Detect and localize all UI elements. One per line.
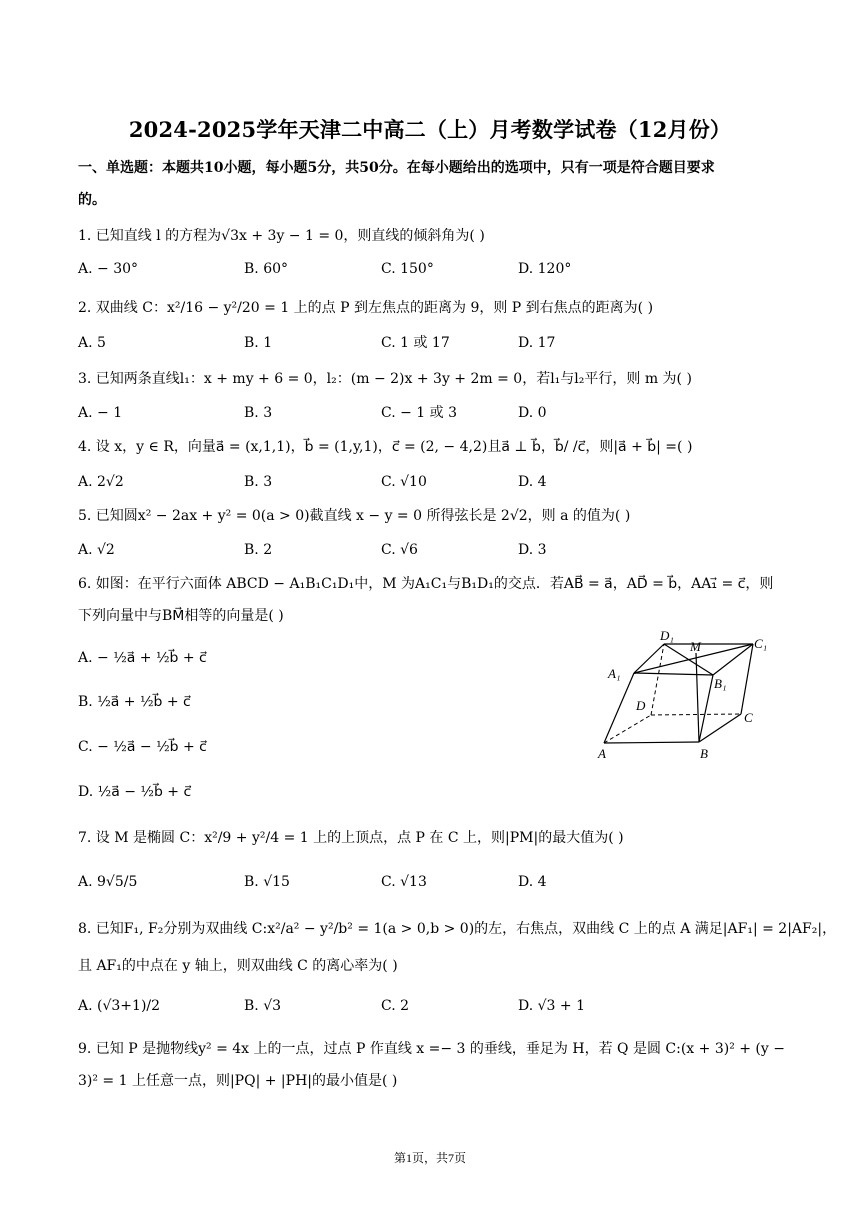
q6-option-d: D. ½a⃗ − ½b⃗ + c⃗ [78, 784, 192, 800]
q1-option-a: A. − 30° [78, 261, 139, 277]
q4-option-a: A. 2√2 [78, 474, 124, 490]
q4-option-c: C. √10 [381, 474, 427, 490]
q8-option-b: B. √3 [244, 998, 282, 1014]
q3-option-c: C. − 1 或 3 [381, 405, 458, 421]
label-d: D [636, 698, 646, 713]
question-6-cont: 下列向量中与BM⃗相等的向量是( ) [78, 608, 284, 624]
exam-title: 2024-2025学年天津二中高二（上）月考数学试卷（12月份） [128, 117, 732, 142]
q5-option-d: D. 3 [518, 542, 547, 558]
label-c1: C₁ [754, 636, 768, 651]
q3-option-a: A. − 1 [78, 405, 123, 421]
q5-option-c: C. √6 [381, 542, 418, 558]
label-m: M [690, 639, 701, 654]
q8-option-d: D. √3 + 1 [518, 998, 585, 1014]
question-6: 6. 如图：在平行六面体 ABCD − A₁B₁C₁D₁中，M 为A₁C₁与B₁D₁的交点．若AB⃗ = a⃗，AD⃗ = b⃗，AA₁⃗ = c⃗，则 [78, 576, 774, 592]
q6-option-c: C. − ½a⃗ − ½b⃗ + c⃗ [78, 739, 207, 755]
q2-option-d: D. 17 [518, 335, 556, 351]
question-2: 2. 双曲线 C：x²/16 − y²/20 = 1 上的点 P 到左焦点的距离为 9，则 P 到右焦点的距离为( ) [78, 300, 654, 316]
question-9-cont: 3)² = 1 上任意一点，则|PQ| + |PH|的最小值是( ) [78, 1073, 398, 1089]
parallelepiped-figure [596, 628, 786, 763]
q6-option-b: B. ½a⃗ + ½b⃗ + c⃗ [78, 694, 191, 710]
q7-option-b: B. √15 [244, 874, 290, 890]
q4-option-b: B. 3 [244, 474, 273, 490]
q3-option-d: D. 0 [518, 405, 547, 421]
question-7: 7. 设 M 是椭圆 C：x²/9 + y²/4 = 1 上的上顶点，点 P 在 C 上，则|PM|的最大值为( ) [78, 830, 624, 846]
q5-option-a: A. √2 [78, 542, 115, 558]
q1-option-d: D. 120° [518, 261, 572, 277]
page-footer: 第1页，共7页 [393, 1151, 466, 1165]
q7-option-a: A. 9√5/5 [78, 874, 138, 890]
q1-option-c: C. 150° [381, 261, 434, 277]
label-c: C [744, 710, 753, 725]
question-8: 8. 已知F₁, F₂分别为双曲线 C:x²/a² − y²/b² = 1(a > 0,b > 0)的左，右焦点，双曲线 C 上的点 A 满足|AF₁| = 2|AF₂|， [78, 921, 837, 937]
q4-option-d: D. 4 [518, 474, 547, 490]
q8-option-a: A. (√3+1)/2 [78, 998, 161, 1014]
question-8-cont: 且 AF₁的中点在 y 轴上，则双曲线 C 的离心率为( ) [78, 958, 398, 974]
q2-option-c: C. 1 或 17 [381, 335, 450, 351]
q7-option-d: D. 4 [518, 874, 547, 890]
q8-option-c: C. 2 [381, 998, 410, 1014]
question-3: 3. 已知两条直线l₁：x + my + 6 = 0，l₂：(m − 2)x + 3y + 2m = 0，若l₁与l₂平行，则 m 为( ) [78, 371, 692, 387]
label-a: A [598, 746, 606, 761]
label-d1: D₁ [660, 628, 674, 643]
question-1: 1. 已知直线 l 的方程为√3x + 3y − 1 = 0，则直线的倾斜角为( ) [78, 228, 485, 244]
label-b: B [700, 746, 708, 761]
question-5: 5. 已知圆x² − 2ax + y² = 0(a > 0)截直线 x − y = 0 所得弦长是 2√2，则 a 的值为( ) [78, 508, 631, 524]
q7-option-c: C. √13 [381, 874, 427, 890]
q5-option-b: B. 2 [244, 542, 273, 558]
q3-option-b: B. 3 [244, 405, 273, 421]
question-4: 4. 设 x，y ∈ R，向量a⃗ = (x,1,1)，b⃗ = (1,y,1)，c⃗ = (2, − 4,2)且a⃗ ⊥ b⃗，b⃗/ /c⃗，则|a⃗ + b⃗| =( ) [78, 439, 693, 455]
q2-option-b: B. 1 [244, 335, 273, 351]
label-b1: B₁ [714, 676, 727, 691]
question-9: 9. 已知 P 是抛物线y² = 4x 上的一点，过点 P 作直线 x =− 3 的垂线，垂足为 H，若 Q 是圆 C:(x + 3)² + (y − [78, 1041, 785, 1057]
label-a1: A₁ [608, 666, 621, 681]
q1-option-b: B. 60° [244, 261, 289, 277]
section-heading-cont: 的。 [78, 192, 106, 208]
section-heading: 一、单选题：本题共10小题，每小题5分，共50分。在每小题给出的选项中，只有一项是符合题目要求 [78, 160, 715, 176]
q2-option-a: A. 5 [78, 335, 106, 351]
q6-option-a: A. − ½a⃗ + ½b⃗ + c⃗ [78, 650, 207, 666]
